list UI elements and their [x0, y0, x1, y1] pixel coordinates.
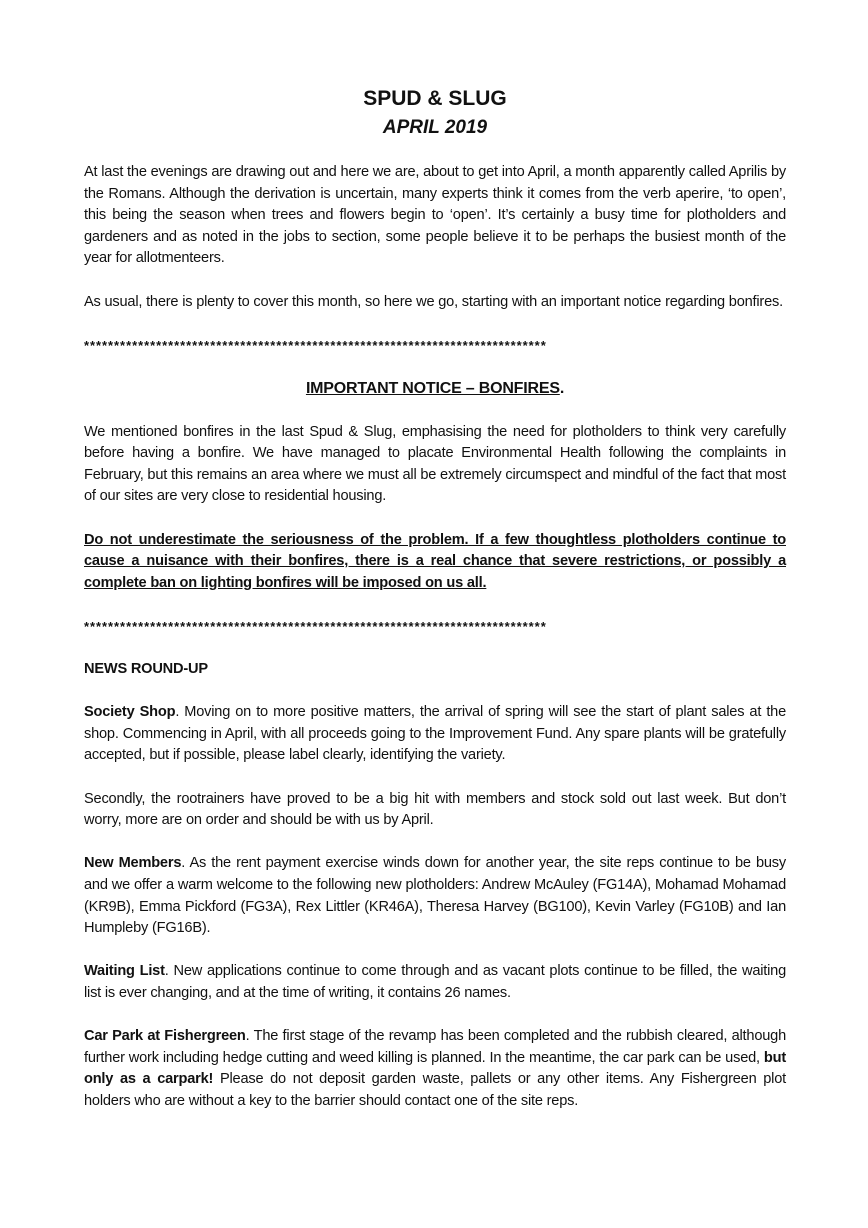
society-shop-paragraph [84, 702, 786, 767]
car-park-paragraph [84, 1026, 786, 1112]
society-shop-text: . Moving on to more positive matters, the arrival of spring will see the start of plant sales at the shop. Commencing in April, with all proceeds going to the Improvement Fund. Any spare plants will be gratefully accepted, but if possible, please label clearly, identifying the variety. [84, 704, 787, 764]
car-park-label: Car Park at Fishergreen [84, 1028, 246, 1045]
waiting-list-label: Waiting List [84, 963, 165, 980]
car-park-text-1: . The first stage of the revamp has been completed and the rubbish cleared, although further work including hedge cutting and weed killing is planned. In the meantime, the car park can be used, [84, 1028, 786, 1066]
intro-paragraph: At last the evenings are drawing out and here we are, about to get into April, a month apparently called Aprilis by the Romans. Although the derivation is uncertain, many experts think it comes from the verb aperire, ‘to open’, this being the season when trees and flowers begin to ‘open’. It’s certainly a busy time for plotholders and gardeners and as noted in the jobs to section, some people believe it to be perhaps the busiest month of the year for allotmenteers. [84, 164, 786, 267]
waiting-list-paragraph [84, 961, 786, 1004]
bonfire-warning: Do not underestimate the seriousness of the problem. If a few thoughtless plotholders continue to cause a nuisance with their bonfires, there is a real chance that severe restrictions, or possibly a complete ban on lighting bonfires will be imposed on us all. [84, 531, 786, 591]
new-members-paragraph [84, 853, 786, 939]
bonfire-notice-heading [84, 378, 786, 400]
waiting-list-text: . New applications continue to come through and as vacant plots continue to be filled, the waiting list is ever changing, and at the time of writing, it contains 26 names. [84, 963, 787, 1001]
newsletter-page [84, 85, 786, 1113]
separator-line: ***************************************************************************** [84, 337, 547, 353]
rootrainers-paragraph: Secondly, the rootrainers have proved to be a big hit with members and stock sold out last week. But don’t worry, more are on order and should be with us by April. [84, 790, 786, 829]
bonfire-notice-heading-text: IMPORTANT NOTICE – BONFIRES [305, 379, 560, 397]
society-shop-label: Society Shop [84, 704, 176, 721]
heading-suffix: . [559, 379, 565, 397]
car-park-bold-text: but only as a carpark! [84, 1049, 786, 1088]
new-members-label: New Members [84, 855, 182, 872]
separator-line-2: ***************************************************************************** [84, 618, 547, 634]
news-roundup-heading: NEWS ROUND-UP [84, 661, 208, 678]
newsletter-title: SPUD & SLUG [363, 87, 507, 110]
newsletter-issue-date: APRIL 2019 [382, 117, 488, 138]
bonfire-notice-body: We mentioned bonfires in the last Spud & Slug, emphasising the need for plotholders to think very carefully before having a bonfire. We have managed to placate Environmental Health following the complaints in February, but this remains an area where we must all be extremely circumspect and mindful of the fact that most of our sites are very close to residential housing. [84, 423, 786, 505]
car-park-text-2: Please do not deposit garden waste, pallets or any other items. Any Fishergreen plot holders who are without a key to the barrier should contact one of the site reps. [84, 1071, 786, 1109]
new-members-text: . As the rent payment exercise winds down for another year, the site reps continue to be busy and we offer a warm welcome to the following new plotholders: Andrew McAuley (FG14A), Mohamad Mohamad (KR9B), Emma Pickford (FG3A), Rex Littler (KR46A), Theresa Harvey (BG100), Kevin Varley (FG10B) and Ian Humpleby (FG16B). [84, 855, 787, 937]
intro-paragraph-2: As usual, there is plenty to cover this month, so here we go, starting with an important notice regarding bonfires. [84, 293, 783, 310]
